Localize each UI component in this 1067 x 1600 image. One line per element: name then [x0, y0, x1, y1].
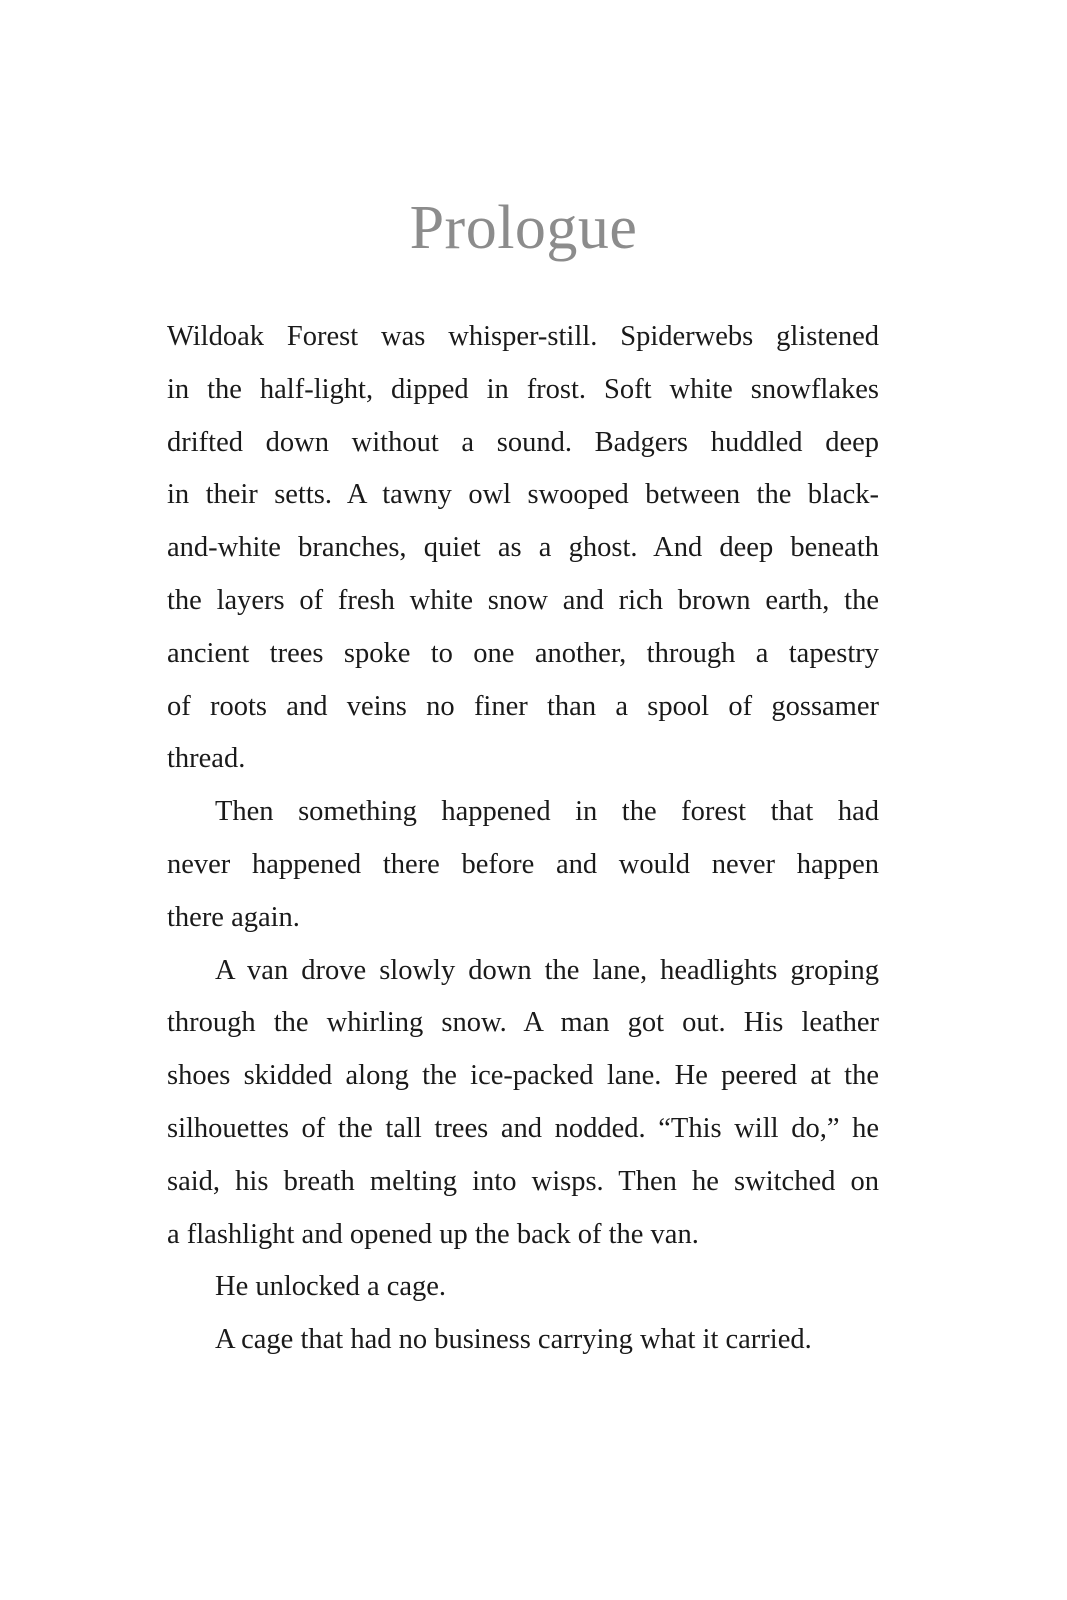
paragraph	[167, 311, 879, 786]
text-line: there again.	[167, 901, 300, 933]
paragraph	[167, 786, 879, 944]
chapter-title: Prologue	[409, 194, 638, 262]
text-line: He unlocked a cage.	[215, 1271, 447, 1303]
paragraph	[167, 1261, 879, 1314]
text-line: the layers of fresh white snow and rich brown earth, the	[167, 584, 879, 616]
text-line: through the whirling snow. A man got out. His leather	[167, 1007, 879, 1039]
text-line: of roots and veins no finer than a spool of gossamer	[167, 690, 879, 722]
text-line: thread.	[167, 743, 246, 775]
text-line: never happened there before and would never happen	[167, 848, 879, 880]
paragraph	[167, 945, 879, 1262]
text-line: silhouettes of the tall trees and nodded. “This will do,” he	[167, 1112, 879, 1144]
text-line: drifted down without a sound. Badgers huddled deep	[167, 426, 879, 458]
text-line: in the half-light, dipped in frost. Soft white snowflakes	[167, 373, 879, 405]
text-line: A cage that had no business carrying what it carried.	[215, 1324, 812, 1356]
text-line: in their setts. A tawny owl swooped between the black-	[167, 479, 879, 511]
text-line: said, his breath melting into wisps. Then he switched on	[167, 1165, 879, 1197]
text-line: ancient trees spoke to one another, through a tapestry	[167, 637, 879, 669]
paragraph	[167, 1314, 879, 1367]
text-line: and-white branches, quiet as a ghost. And deep beneath	[167, 532, 879, 564]
body-text	[167, 311, 879, 1367]
text-line: Wildoak Forest was whisper-still. Spiderwebs glistened	[167, 321, 879, 352]
text-line: Then something happened in the forest that had	[215, 796, 879, 828]
text-line: a flashlight and opened up the back of the van.	[167, 1218, 699, 1250]
text-line: shoes skidded along the ice-packed lane. He peered at the	[167, 1060, 879, 1092]
text-line: A van drove slowly down the lane, headlights groping	[215, 954, 879, 986]
